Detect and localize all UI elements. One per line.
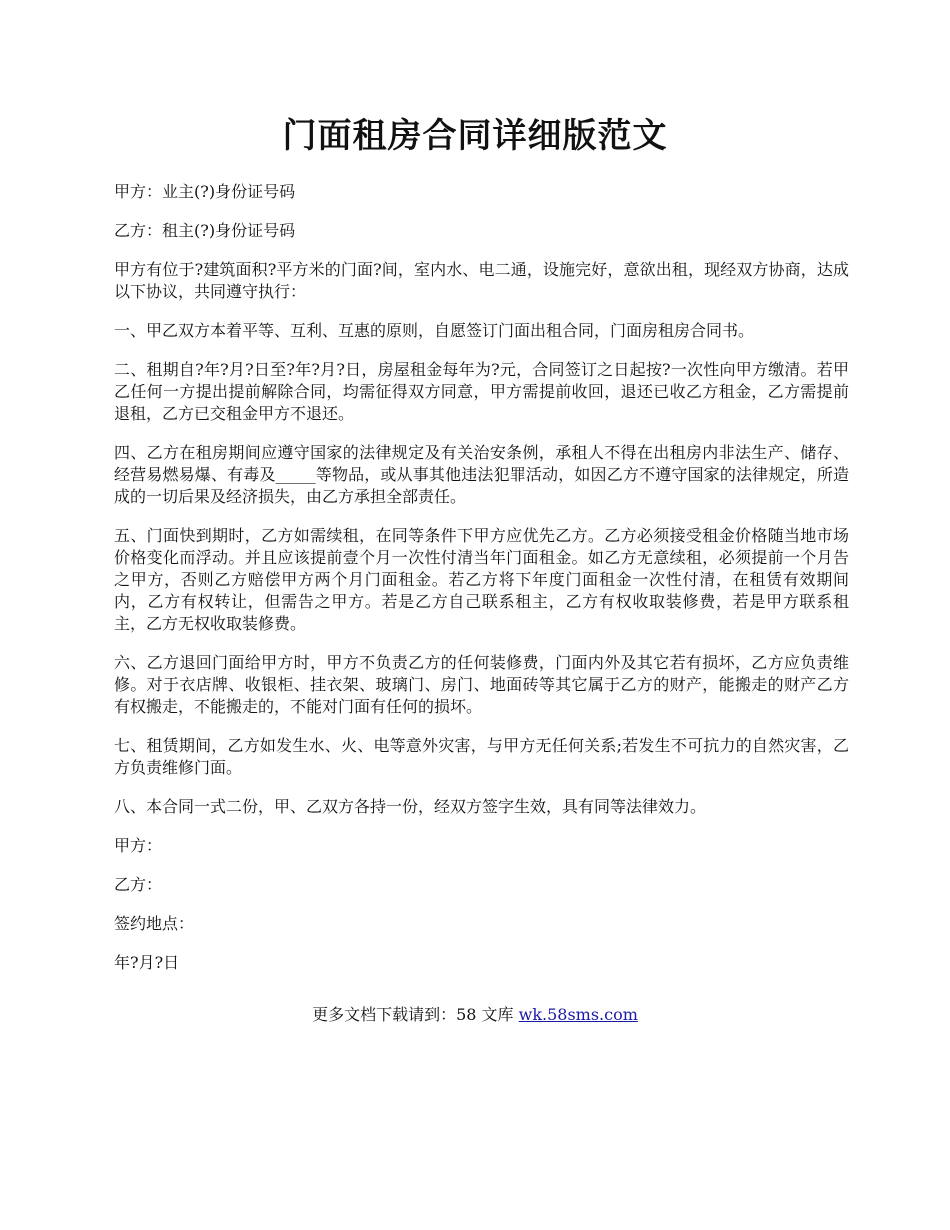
signature-party-b: 乙方： (114, 875, 163, 894)
preamble-paragraph: 甲方有位于?建筑面积?平方米的门面?间，室内水、电二通，设施完好，意欲出租，现经双方协商，达成以下协议，共同遵守执行： (114, 260, 849, 301)
footer (0, 1004, 950, 1026)
party-b-line: 乙方：租主(?)身份证号码 (114, 221, 296, 240)
clause-4: 四、乙方在租房期间应遵守国家的法律规定及有关治安条例，承租人不得在出租房内非法生产、储存、经营易燃易爆、有毒及_____等物品，或从事其他违法犯罪活动，如因乙方不遵守国家的法律规定，所造成的一切后果及经济损失，由乙方承担全部责任。 (114, 443, 849, 506)
clause-1: 一、甲乙双方本着平等、互利、互惠的原则，自愿签订门面出租合同，门面房租房合同书。 (114, 321, 755, 340)
footer-link[interactable]: wk.58sms.com (518, 1005, 638, 1024)
signing-date: 年?月?日 (114, 953, 180, 972)
party-a-line: 甲方：业主(?)身份证号码 (114, 182, 296, 201)
clause-8: 八、本合同一式二份，甲、乙双方各持一份，经双方签字生效，具有同等法律效力。 (114, 797, 707, 816)
document-title: 门面租房合同详细版范文 (282, 116, 668, 156)
clause-2: 二、租期自?年?月?日至?年?月?日，房屋租金每年为?元，合同签订之日起按?一次性向甲方缴清。若甲乙任何一方提出提前解除合同，均需征得双方同意，甲方需提前收回，退还已收乙方租金，乙方需提前退租，乙方已交租金甲方不退还。 (114, 360, 849, 423)
signing-location: 签约地点： (114, 914, 195, 933)
footer-text: 更多文档下载请到：58 文库 (312, 1005, 519, 1024)
clause-6: 六、乙方退回门面给甲方时，甲方不负责乙方的任何装修费，门面内外及其它若有损坏，乙方应负责维修。对于衣店牌、收银柜、挂衣架、玻璃门、房门、地面砖等其它属于乙方的财产，能搬走的财产乙方有权搬走，不能搬走的，不能对门面有任何的损坏。 (114, 653, 849, 716)
clause-7: 七、租赁期间，乙方如发生水、火、电等意外灾害，与甲方无任何关系;若发生不可抗力的自然灾害，乙方负责维修门面。 (114, 736, 849, 777)
clause-5: 五、门面快到期时，乙方如需续租，在同等条件下甲方应优先乙方。乙方必须接受租金价格随当地市场价格变化而浮动。并且应该提前壹个月一次性付清当年门面租金。如乙方无意续租，必须提前一个月告之甲方，否则乙方赔偿甲方两个月门面租金。若乙方将下年度门面租金一次性付清，在租赁有效期间内，乙方有权转让，但需告之甲方。若是乙方自己联系租主，乙方有权收取装修费，若是甲方联系租主，乙方无权收取装修费。 (114, 526, 849, 633)
signature-party-a: 甲方： (114, 836, 163, 855)
document-body (114, 181, 849, 991)
